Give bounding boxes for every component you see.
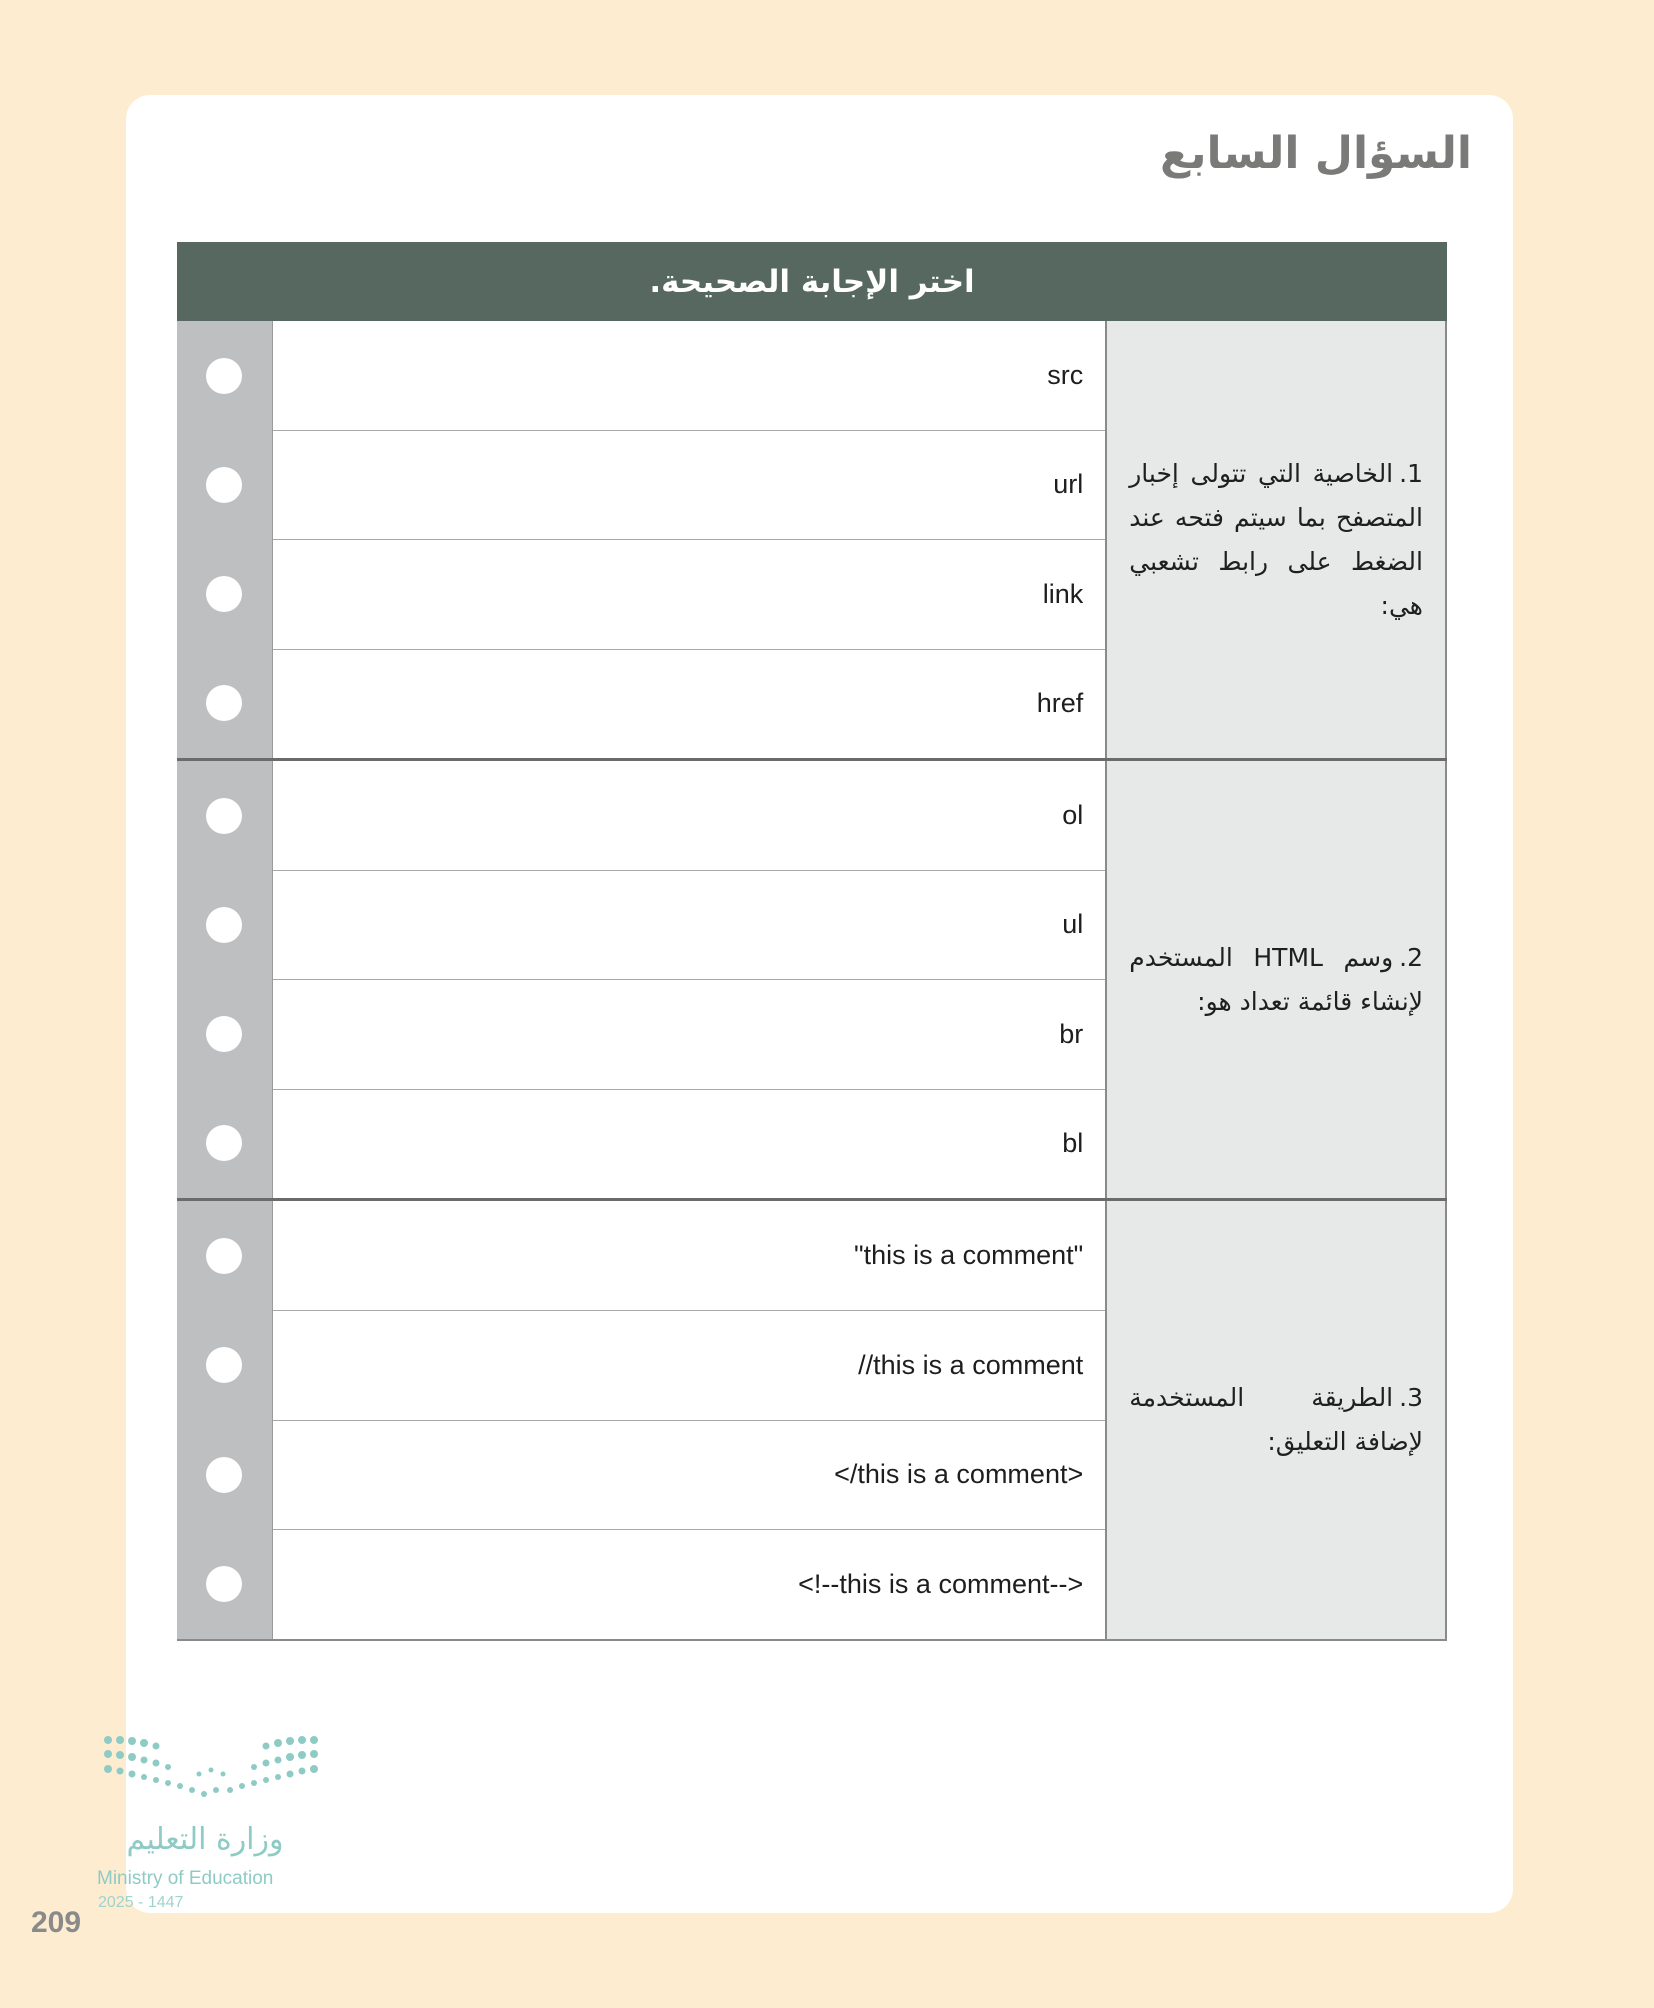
answer-option[interactable]: br <box>273 980 1105 1090</box>
radio-button[interactable] <box>206 576 242 612</box>
instruction-header: اختر الإجابة الصحيحة. <box>177 242 1447 321</box>
radio-button[interactable] <box>206 907 242 943</box>
answer-option[interactable]: <!--this is a comment--> <box>798 1569 1084 1600</box>
answer-option[interactable]: </this is a comment> <box>273 1421 1105 1531</box>
question-3 <box>177 1201 1447 1641</box>
radio-button[interactable] <box>206 1125 242 1161</box>
options-column <box>272 761 1107 1198</box>
radio-column <box>177 321 272 758</box>
answer-option[interactable]: src <box>273 321 1105 431</box>
question-text: الخاصية التي تتولى إخبار المتصفح بما سيتم فتحه عند الضغط على رابط تشعبي هي: <box>1129 458 1423 620</box>
question-2 <box>177 761 1447 1201</box>
quiz-table <box>177 242 1447 1641</box>
answer-option[interactable]: href <box>1036 688 1084 719</box>
logo-english-text: Ministry of Education <box>97 1868 274 1889</box>
answer-option[interactable]: url <box>273 431 1105 541</box>
question-cell <box>1107 761 1447 1198</box>
question-cell <box>1107 1201 1447 1639</box>
answer-option[interactable]: //this is a comment <box>273 1311 1105 1421</box>
answer-option[interactable]: ol <box>273 761 1105 871</box>
radio-column <box>177 761 272 1198</box>
radio-button[interactable] <box>206 1347 242 1383</box>
question-1 <box>177 321 1447 761</box>
question-text: الطريقة المستخدمة لإضافة التعليق: <box>1129 1383 1423 1456</box>
options-column <box>272 321 1107 758</box>
options-column <box>272 1201 1107 1639</box>
radio-button[interactable] <box>206 467 242 503</box>
radio-button[interactable] <box>206 1457 242 1493</box>
question-number: 2. <box>1399 942 1423 972</box>
answer-option[interactable]: link <box>273 540 1105 650</box>
logo-year: 2025 - 1447 <box>98 1894 184 1911</box>
answer-option[interactable]: "this is a comment" <box>273 1201 1105 1311</box>
radio-button[interactable] <box>206 1016 242 1052</box>
radio-button[interactable] <box>206 798 242 834</box>
question-number: 1. <box>1399 458 1423 488</box>
question-text: وسم HTML المستخدم لإنشاء قائمة تعداد هو: <box>1129 942 1423 1016</box>
logo-arabic-text: وزارة التعليم <box>126 1822 284 1857</box>
radio-button[interactable] <box>206 1238 242 1274</box>
question-number: 3. <box>1399 1383 1423 1412</box>
answer-option[interactable]: bl <box>1062 1128 1084 1159</box>
radio-button[interactable] <box>206 685 242 721</box>
question-cell <box>1107 321 1447 758</box>
radio-button[interactable] <box>206 1566 242 1602</box>
page-number: 209 <box>31 1906 82 1939</box>
answer-option[interactable]: ul <box>273 871 1105 981</box>
radio-column <box>177 1201 272 1639</box>
radio-button[interactable] <box>206 358 242 394</box>
page-title: السؤال السابع <box>1159 128 1472 179</box>
